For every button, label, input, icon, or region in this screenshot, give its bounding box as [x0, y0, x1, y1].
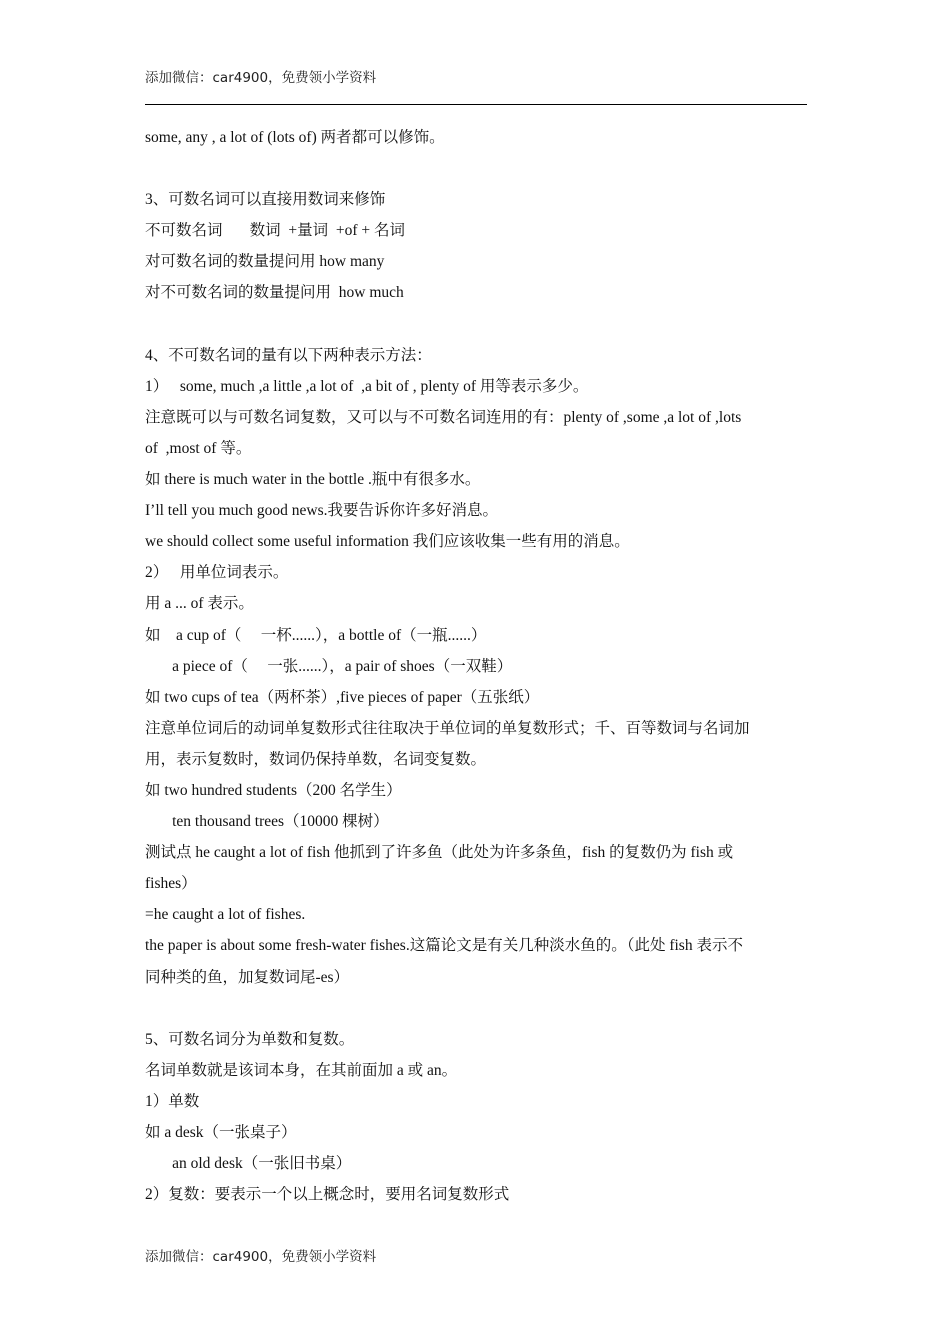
text-line: 1） some, much ,a little ,a lot of ,a bit of , plenty of 用等表示多少。 — [145, 377, 589, 395]
text-line: a piece of（ 一张......），a pair of shoes（一双鞋） — [145, 657, 513, 675]
text-line: 用 a ... of 表示。 — [145, 595, 254, 613]
text-line: an old desk（一张旧书桌） — [145, 1155, 352, 1173]
blank-line — [145, 153, 807, 184]
text-line: fishes） — [145, 875, 197, 893]
text-line: 1）单数 — [145, 1092, 200, 1110]
page-footer: 添加微信：car4900，免费领小学资料 — [145, 1249, 377, 1265]
text-line: 注意既可以与可数名词复数，又可以与不可数名词连用的有：plenty of ,some ,a lot of ,lots — [145, 408, 742, 426]
text-line: 2） 用单位词表示。 — [145, 564, 289, 582]
text-line: I’ll tell you much good news.我要告诉你许多好消息。 — [145, 502, 499, 520]
document-body — [145, 122, 807, 1210]
text-line: 同种类的鱼，加复数词尾-es） — [145, 968, 350, 986]
page-header: 添加微信：car4900，免费领小学资料 — [145, 70, 377, 86]
text-line: 如 two cups of tea（两杯茶）,five pieces of paper（五张纸） — [145, 688, 540, 706]
blank-line — [145, 309, 807, 340]
blank-line — [145, 993, 807, 1024]
text-line: 如 a desk（一张桌子） — [145, 1124, 297, 1141]
text-line: ten thousand trees（10000 棵树） — [145, 813, 389, 831]
header-divider — [145, 104, 807, 105]
text-line: of ,most of 等。 — [145, 439, 252, 457]
text-line: some, any , a lot of (lots of) 两者都可以修饰。 — [145, 129, 445, 146]
text-line: 测试点 he caught a lot of fish 他抓到了许多鱼（此处为许多条鱼，fish 的复数仍为 fish 或 — [145, 844, 734, 862]
text-line: 对可数名词的数量提问用 how many — [145, 253, 385, 271]
text-line: we should collect some useful information 我们应该收集一些有用的消息。 — [145, 533, 630, 551]
text-line: 注意单位词后的动词单复数形式往往取决于单位词的单复数形式；千、百等数词与名词加 — [145, 719, 750, 737]
text-line: 如 two hundred students（200 名学生） — [145, 781, 402, 799]
text-line: the paper is about some fresh-water fishes.这篇论文是有关几种淡水鱼的。（此处 fish 表示不 — [145, 937, 743, 955]
text-line: 对不可数名词的数量提问用 how much — [145, 284, 404, 302]
text-line: =he caught a lot of fishes. — [145, 906, 306, 924]
section-heading-4: 4、不可数名词的量有以下两种表示方法： — [145, 346, 432, 364]
text-line: 如 a cup of（ 一杯......），a bottle of（一瓶......） — [145, 626, 487, 644]
text-line: 不可数名词 数词 +量词 +of + 名词 — [145, 222, 406, 240]
text-line: 2）复数：要表示一个以上概念时，要用名词复数形式 — [145, 1186, 510, 1204]
section-heading-5: 5、可数名词分为单数和复数。 — [145, 1030, 355, 1048]
text-line: 如 there is much water in the bottle .瓶中有很多水。 — [145, 471, 481, 489]
text-line: 名词单数就是该词本身，在其前面加 a 或 an。 — [145, 1061, 458, 1079]
section-heading-3: 3、可数名词可以直接用数词来修饰 — [145, 191, 386, 209]
text-line: 用，表示复数时，数词仍保持单数，名词变复数。 — [145, 750, 487, 768]
